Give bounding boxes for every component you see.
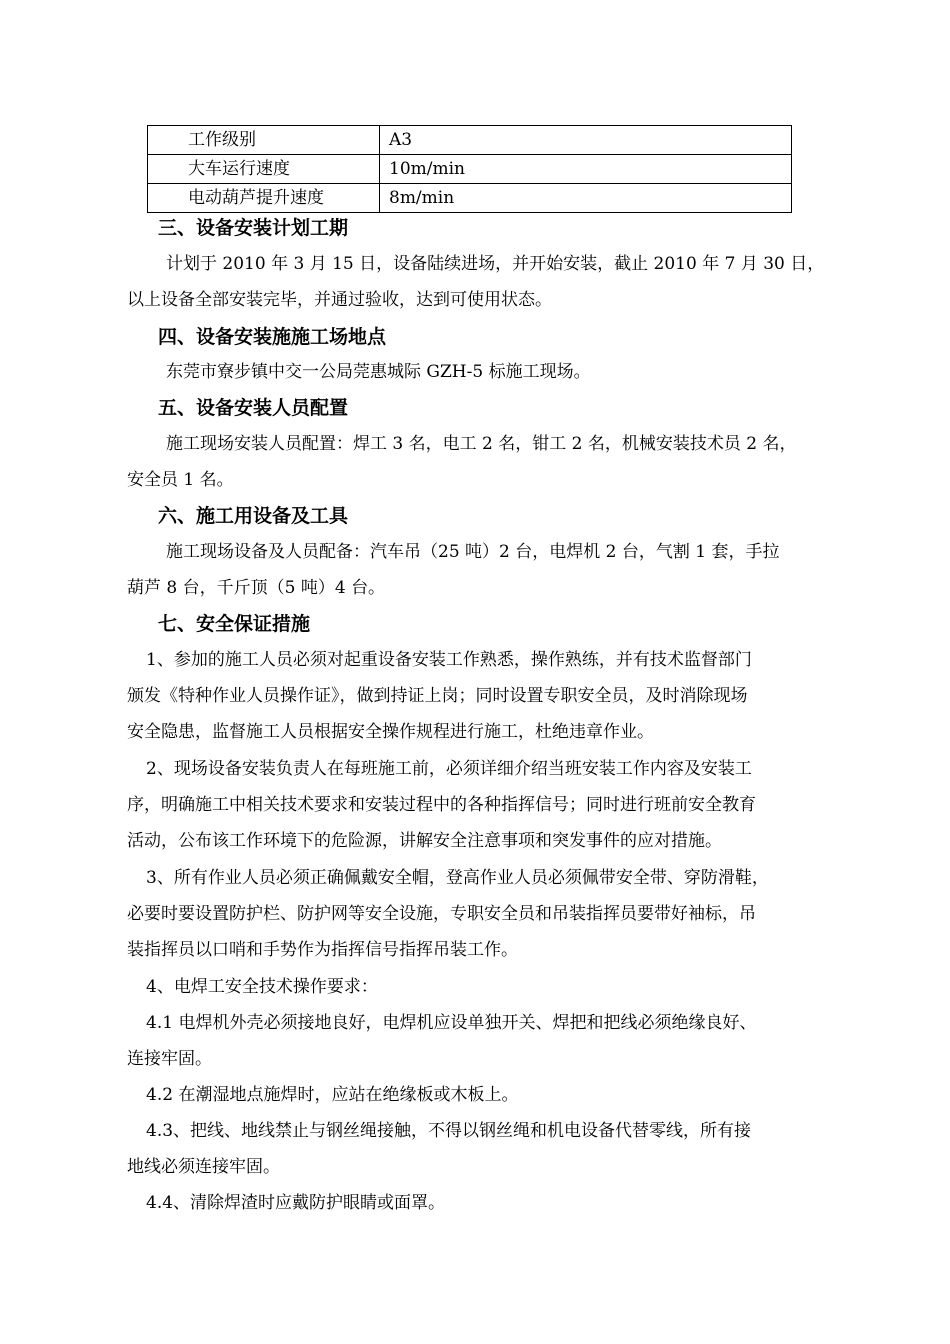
section-5-heading: 五、设备安装人员配置: [158, 397, 349, 419]
paragraph-line: 活动，公布该工作环境下的危险源，讲解安全注意事项和突发事件的应对措施。: [127, 831, 722, 851]
table-cell-value: 10m/min: [380, 155, 792, 184]
paragraph-line: 4.3、把线、地线禁止与钢丝绳接触，不得以钢丝绳和机电设备代替零线，所有接: [146, 1121, 752, 1141]
table-cell-label: 大车运行速度: [148, 155, 380, 184]
table-cell-label: 电动葫芦提升速度: [148, 184, 380, 213]
paragraph-line: 4.2 在潮湿地点施焊时，应站在绝缘板或木板上。: [146, 1085, 519, 1105]
paragraph-line: 地线必须连接牢固。: [127, 1157, 280, 1177]
spec-table: [147, 125, 792, 213]
section-3-line: 以上设备全部安装完毕，并通过验收，达到可使用状态。: [127, 290, 552, 310]
table-cell-label: 工作级别: [148, 126, 380, 155]
paragraph-line: 颁发《特种作业人员操作证》，做到持证上岗；同时设置专职安全员，及时消除现场: [127, 686, 748, 706]
table-row: [148, 126, 792, 155]
section-4-line: 东莞市寮步镇中交一公局莞惠城际 GZH-5 标施工现场。: [166, 362, 591, 382]
section-7-heading: 七、安全保证措施: [158, 613, 311, 635]
paragraph-line: 4、电焊工安全技术操作要求：: [146, 977, 378, 997]
paragraph-line: 序，明确施工中相关技术要求和安装过程中的各种指挥信号；同时进行班前安全教育: [127, 795, 756, 815]
table-row: [148, 184, 792, 213]
paragraph-line: 必要时要设置防护栏、防护网等安全设施，专职安全员和吊装指挥员要带好袖标，吊: [127, 904, 756, 924]
table-cell-value: A3: [380, 126, 792, 155]
section-3-heading: 三、设备安装计划工期: [158, 217, 349, 239]
paragraph-line: 连接牢固。: [127, 1049, 212, 1069]
paragraph-line: 装指挥员以口哨和手势作为指挥信号指挥吊装工作。: [127, 940, 518, 960]
paragraph-line: 1、参加的施工人员必须对起重设备安装工作熟悉，操作熟练，并有技术监督部门: [146, 650, 752, 670]
section-4-heading: 四、设备安装施施工场地点: [158, 326, 387, 348]
section-5-line: 施工现场安装人员配置：焊工 3 名，电工 2 名，钳工 2 名，机械安装技术员 2 名，: [166, 434, 797, 454]
section-6-line: 施工现场设备及人员配备：汽车吊（25 吨）2 台，电焊机 2 台，气割 1 套，手拉: [166, 542, 780, 562]
section-3-line: 计划于 2010 年 3 月 15 日，设备陆续进场，并开始安装，截止 2010 年 7 月 30 日，: [166, 254, 825, 274]
paragraph-line: 4.4、清除焊渣时应戴防护眼睛或面罩。: [146, 1193, 446, 1213]
paragraph-line: 2、现场设备安装负责人在每班施工前，必须详细介绍当班安装工作内容及安装工: [146, 759, 752, 779]
table-row: [148, 155, 792, 184]
paragraph-line: 4.1 电焊机外壳必须接地良好，电焊机应设单独开关、焊把和把线必须绝缘良好、: [146, 1013, 757, 1033]
section-6-heading: 六、施工用设备及工具: [158, 505, 349, 527]
section-5-line: 安全员 1 名。: [127, 470, 234, 490]
paragraph-line: 安全隐患，监督施工人员根据安全操作规程进行施工，杜绝违章作业。: [127, 722, 654, 742]
table-cell-value: 8m/min: [380, 184, 792, 213]
paragraph-line: 3、所有作业人员必须正确佩戴安全帽，登高作业人员必须佩带安全带、穿防滑鞋，: [146, 868, 769, 888]
section-6-line: 葫芦 8 台，千斤顶（5 吨）4 台。: [127, 578, 386, 598]
